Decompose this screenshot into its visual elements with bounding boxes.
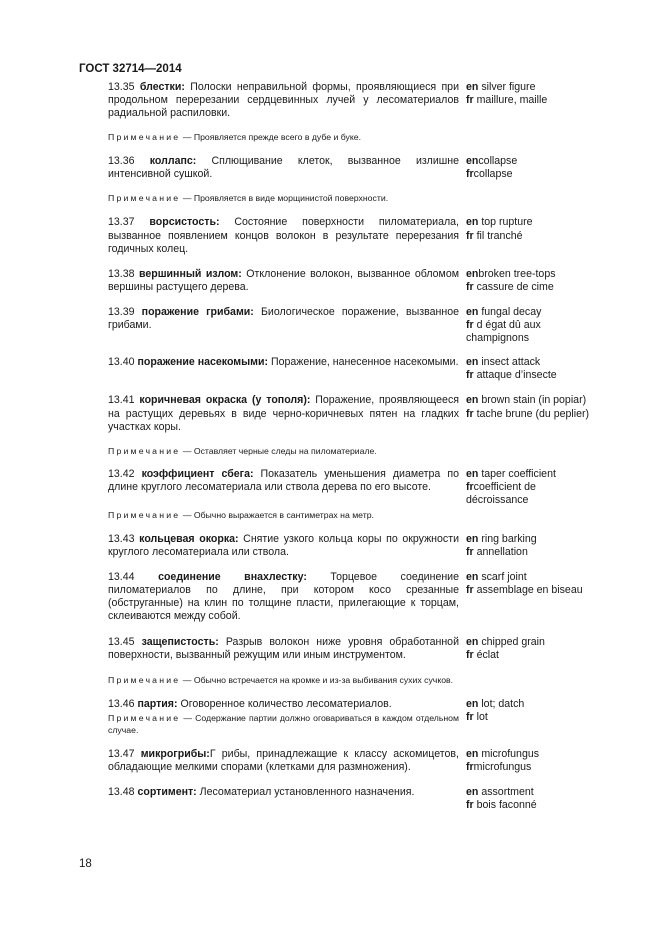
term-number: 13.45 bbox=[108, 635, 135, 648]
lang-code: fr bbox=[466, 168, 474, 181]
note-text: — Обычно выражается в сантиметрах на метр. bbox=[182, 509, 374, 520]
translations bbox=[466, 748, 598, 774]
definition-text: Отклонение волокон, вызванное обломом вершины растущего дерева. bbox=[108, 267, 459, 293]
term: соединение внахлестку: bbox=[158, 571, 307, 584]
translations bbox=[466, 155, 598, 181]
lang-code: en bbox=[466, 786, 479, 799]
lang-code: fr bbox=[466, 648, 474, 661]
term: защепистость: bbox=[141, 635, 219, 648]
translations bbox=[466, 356, 598, 382]
definition-text: Оговоренное количество лесоматериалов. bbox=[177, 697, 392, 710]
note bbox=[108, 445, 459, 457]
translation: chipped grain bbox=[478, 635, 545, 648]
page-number: 18 bbox=[79, 858, 92, 870]
term: микрогрибы: bbox=[140, 747, 210, 760]
definition-text: Полоски неправильной формы, проявляющиеся при продольном перерезании сердцевинных лучей у лесоматериалов радиальной распиловки. bbox=[108, 81, 459, 120]
translation: lot bbox=[473, 710, 488, 723]
term: поражение грибами: bbox=[141, 305, 254, 318]
term-number: 13.48 bbox=[108, 786, 135, 799]
note-label: Примечание bbox=[108, 132, 181, 143]
note-text: — Проявляется в виде морщинистой поверхности. bbox=[182, 193, 389, 204]
term-number: 13.43 bbox=[108, 532, 135, 545]
definition bbox=[108, 356, 459, 382]
translation: attaque d’insecte bbox=[473, 369, 557, 382]
term-entry bbox=[108, 356, 598, 382]
term: сортимент: bbox=[137, 786, 197, 799]
note bbox=[108, 131, 459, 143]
definition bbox=[108, 636, 459, 662]
definition bbox=[108, 571, 459, 623]
translation: fungal decay bbox=[478, 305, 542, 318]
term-entry bbox=[108, 533, 598, 559]
lang-code: en bbox=[466, 467, 479, 480]
term-number: 13.39 bbox=[108, 305, 135, 318]
translations bbox=[466, 468, 598, 507]
term-entry bbox=[108, 394, 598, 433]
note-text: — Оставляет черные следы на пиломатериале. bbox=[182, 445, 377, 456]
term-number: 13.46 bbox=[108, 697, 135, 710]
definition bbox=[108, 216, 459, 255]
lang-code: fr bbox=[466, 407, 474, 420]
translation: maillure, maille bbox=[473, 94, 548, 107]
lang-code: en bbox=[466, 571, 479, 584]
term: вершинный излом: bbox=[138, 267, 242, 280]
lang-code: en bbox=[466, 697, 479, 710]
note-label: Примечание bbox=[108, 445, 181, 456]
lang-code: fr bbox=[466, 94, 474, 107]
definition-text: Разрыв волокон ниже уровня обработанной поверхности, вызванный режущим или иным инструментом. bbox=[108, 635, 459, 661]
lang-code: fr bbox=[466, 584, 474, 597]
term-number: 13.35 bbox=[108, 81, 135, 93]
definition-text: Поражение, нанесенное насекомыми. bbox=[268, 356, 459, 369]
definition-text: Сплющивание клеток, вызванное излишне интенсивной сушкой. bbox=[108, 155, 459, 181]
term-entry bbox=[108, 636, 598, 662]
translations bbox=[466, 306, 598, 345]
note bbox=[108, 712, 459, 736]
translation: taper coefficient bbox=[478, 467, 556, 480]
translation: broken tree-tops bbox=[478, 267, 556, 280]
lang-code: en bbox=[466, 532, 479, 545]
note bbox=[108, 509, 459, 521]
term: коричневая окраска (у тополя): bbox=[139, 394, 311, 407]
term-entry bbox=[108, 216, 598, 255]
translations bbox=[466, 216, 598, 255]
definition bbox=[108, 81, 459, 120]
term: кольцевая окорка: bbox=[139, 532, 239, 545]
term: блестки: bbox=[139, 81, 185, 93]
definition bbox=[108, 394, 459, 433]
glossary-content bbox=[108, 81, 598, 812]
lang-code: en bbox=[466, 305, 479, 318]
note-label: Примечание bbox=[108, 193, 181, 204]
translations bbox=[466, 81, 598, 120]
translations bbox=[466, 636, 598, 662]
term-number: 13.44 bbox=[108, 571, 135, 584]
translation: scarf joint bbox=[478, 571, 527, 584]
translations bbox=[466, 268, 598, 294]
translation: collapse bbox=[473, 168, 513, 181]
translations bbox=[466, 698, 598, 724]
translations bbox=[466, 571, 598, 623]
translation: champignons bbox=[466, 332, 530, 345]
definition-text: Лесоматериал установленного назначения. bbox=[196, 786, 415, 799]
lang-code: fr bbox=[466, 799, 474, 812]
definition-text: Снятие узкого кольца коры по окружности круглого лесоматериала или ствола. bbox=[108, 532, 459, 559]
term-number: 13.42 bbox=[108, 467, 135, 480]
translation: silver figure bbox=[478, 81, 536, 93]
term: коллапс: bbox=[149, 155, 197, 168]
translation: fil tranché bbox=[473, 229, 523, 242]
term-entry bbox=[108, 468, 598, 507]
lang-code: en bbox=[466, 216, 479, 229]
note bbox=[108, 192, 459, 204]
lang-code: en bbox=[466, 394, 479, 407]
lang-code: en bbox=[466, 81, 479, 93]
lang-code: en bbox=[466, 356, 479, 369]
lang-code: fr bbox=[466, 280, 474, 293]
term-entry bbox=[108, 786, 598, 812]
definition-text: Торцевое соединение пиломатериалов по длине, при котором косо срезанные (обструганные) на клин по толщине пласти, прилегающие к торцам, склеиваются между собой. bbox=[108, 571, 459, 623]
definition bbox=[108, 748, 459, 774]
translation: bois faconné bbox=[473, 799, 537, 812]
term-number: 13.36 bbox=[108, 155, 135, 168]
definition-text: Состояние поверхности пиломатериала, вызванное появлением концов волокон в результате перерезания годичных колец. bbox=[108, 216, 459, 255]
lang-code: en bbox=[466, 155, 479, 168]
term-number: 13.47 bbox=[108, 747, 135, 760]
term-entry bbox=[108, 81, 598, 120]
definition-text: Биологическое поражение, вызванное грибами. bbox=[108, 305, 459, 332]
definition-text: Поражение, проявляющееся на растущих деревьях в виде черно-коричневых пятен на гладких участках коры. bbox=[108, 394, 459, 433]
note-label: Примечание bbox=[108, 712, 181, 723]
lang-code: fr bbox=[466, 229, 474, 242]
translation: microfungus bbox=[478, 747, 540, 760]
term-entry bbox=[108, 268, 598, 294]
translation: décroissance bbox=[466, 493, 529, 506]
definition-text: Г рибы, принадлежащие к классу аскомицетов, обладающие мелкими спорами (клетками для размножения). bbox=[108, 747, 459, 773]
note-text: — Обычно встречается на кромке и из-за выбивания сухих сучков. bbox=[182, 674, 454, 685]
term-entry bbox=[108, 155, 598, 181]
translation: collapse bbox=[478, 155, 518, 168]
term-entry bbox=[108, 571, 598, 623]
lang-code: fr bbox=[466, 761, 474, 773]
definition bbox=[108, 786, 459, 812]
term-entry bbox=[108, 306, 598, 345]
translations bbox=[466, 394, 598, 433]
lang-code: fr bbox=[466, 319, 474, 332]
translation: assortment bbox=[478, 786, 534, 799]
definition bbox=[108, 468, 459, 507]
definition bbox=[108, 155, 459, 181]
term-number: 13.40 bbox=[108, 356, 135, 369]
note-label: Примечание bbox=[108, 674, 181, 685]
definition bbox=[108, 533, 459, 559]
translations bbox=[466, 786, 598, 812]
translation: top rupture bbox=[478, 216, 533, 229]
term-number: 13.37 bbox=[108, 216, 135, 229]
note-label: Примечание bbox=[108, 509, 181, 520]
translation: tache brune (du peplier) bbox=[473, 407, 590, 420]
term-number: 13.38 bbox=[108, 267, 135, 280]
definition bbox=[108, 306, 459, 345]
lang-code: fr bbox=[466, 710, 474, 723]
lang-code: fr bbox=[466, 480, 474, 493]
document-header: ГОСТ 32714—2014 bbox=[79, 63, 182, 75]
lang-code: fr bbox=[466, 546, 474, 559]
translation: annellation bbox=[473, 546, 528, 559]
translation: microfungus bbox=[473, 761, 532, 773]
lang-code: en bbox=[466, 267, 479, 280]
term: партия: bbox=[137, 697, 178, 710]
translation: ring barking bbox=[478, 532, 537, 545]
translation: lot; datch bbox=[478, 697, 525, 710]
definition-text: Показатель уменьшения диаметра по длине круглого лесоматериала или ствола дерева по его высоте. bbox=[108, 467, 459, 493]
definition bbox=[108, 268, 459, 294]
translation: assemblage en biseau bbox=[473, 584, 583, 597]
note-text: — Проявляется прежде всего в дубе и буке. bbox=[182, 132, 362, 143]
note-text: — Содержание партии должно оговариваться в каждом отдельном случае. bbox=[108, 712, 459, 735]
lang-code: fr bbox=[466, 369, 474, 382]
term-number: 13.41 bbox=[108, 394, 135, 407]
translation: d égat dû aux bbox=[473, 319, 541, 332]
term: ворсистость: bbox=[149, 216, 220, 229]
translation: éclat bbox=[473, 648, 499, 661]
term-entry bbox=[108, 748, 598, 774]
translation: cassure de cime bbox=[473, 280, 554, 293]
translation: brown stain (in popiar) bbox=[478, 394, 587, 407]
note bbox=[108, 674, 459, 686]
term: коэффициент сбега: bbox=[141, 467, 254, 480]
term: поражение насекомыми: bbox=[137, 356, 269, 369]
translations bbox=[466, 533, 598, 559]
lang-code: en bbox=[466, 635, 479, 648]
translation: insect attack bbox=[478, 356, 541, 369]
lang-code: en bbox=[466, 747, 479, 760]
translation: coefficient de bbox=[473, 480, 536, 493]
